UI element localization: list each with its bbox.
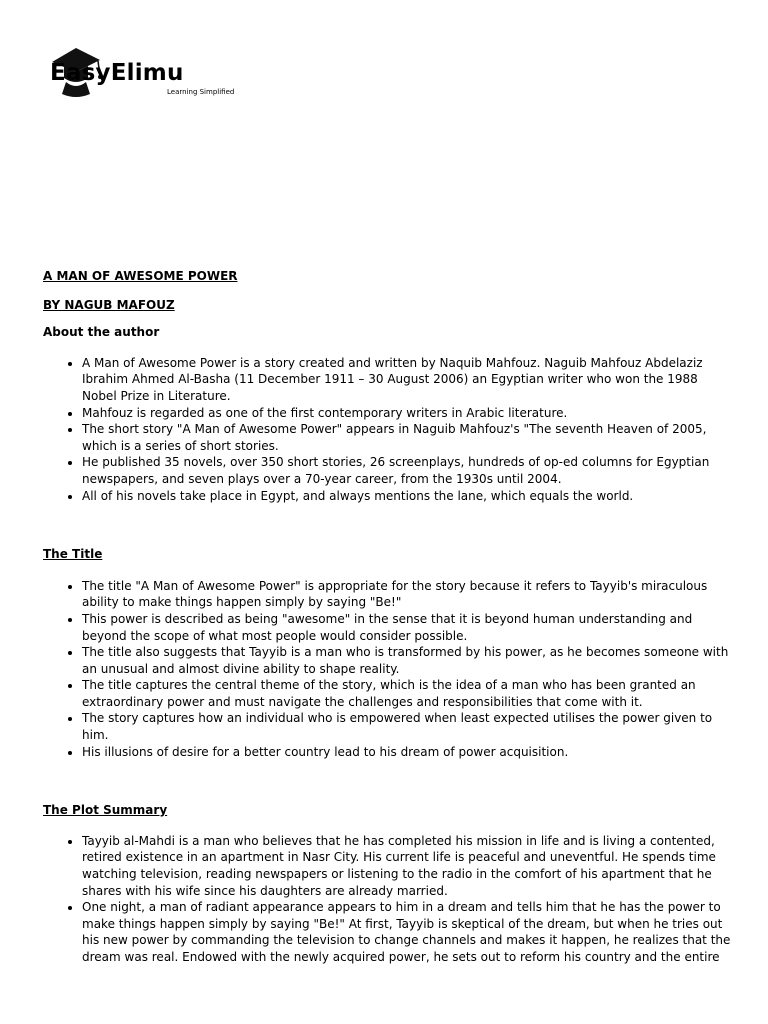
about-heading: About the author [43,325,160,340]
title-heading: The Title [43,547,103,562]
list-item: • The title "A Man of Awesome Power" is appropriate for the story because it refers to Tayyib's miraculous ability to make things happen simply by saying "Be!" [82,578,733,611]
list-item: • All of his novels take place in Egypt, and always mentions the lane, which equals the world. [82,488,733,505]
list-item: • He published 35 novels, over 350 short stories, 26 screenplays, hundreds of op-ed columns for Egyptian newspapers, and seven plays over a 70-year career, from the 1930s until 2004. [82,454,733,487]
list-item: • The short story "A Man of Awesome Power" appears in Naguib Mahfouz's "The seventh Heaven of 2005, which is a series of short stories. [82,421,733,454]
list-item: • The title captures the central theme of the story, which is the idea of a man who has been granted an extraordinary power and must navigate the challenges and responsibilities that come with it. [82,677,733,710]
title-list [43,578,733,761]
about-list [43,355,733,504]
plot-heading: The Plot Summary [43,803,168,818]
story-byline: BY NAGUB MAFOUZ [43,297,175,312]
list-item: • The title also suggests that Tayyib is a man who is transformed by his power, as he becomes someone with an unusual and almost divine ability to shape reality. [82,644,733,677]
list-item: • The story captures how an individual who is empowered when least expected utilises the power given to him. [82,710,733,743]
list-item: • His illusions of desire for a better country lead to his dream of power acquisition. [82,744,733,761]
list-item: • One night, a man of radiant appearance appears to him in a dream and tells him that he has the power to make things happen simply by saying "Be!" At first, Tayyib is skeptical of the dream, but when he tries out his new power by commanding the television to change channels and makes it happen, he realizes that the dream was real. Endowed with the newly acquired power, he sets out to reform his country and the entire [82,899,733,965]
list-item: • Tayyib al-Mahdi is a man who believes that he has completed his mission in life and is living a contented, retired existence in an apartment in Nasr City. His current life is peaceful and uneventful. He spends time watching television, reading newspapers or listening to the radio in the comfort of his apartment that he shares with his wife since his daughters are already married. [82,833,733,899]
story-title: A MAN OF AWESOME POWER [43,269,238,283]
plot-list [43,833,733,966]
document-body [43,268,733,966]
brand-tagline: Learning Simplified [167,88,235,96]
list-item: • Mahfouz is regarded as one of the first contemporary writers in Arabic literature. [82,405,733,422]
list-item: • A Man of Awesome Power is a story created and written by Naquib Mahfouz. Naguib Mahfouz Abdelaziz Ibrahim Ahmed Al-Basha (11 December 1911 – 30 August 2006) an Egyptian writer who won the 1988 Nobel Prize in Literature. [82,355,733,405]
list-item: • This power is described as being "awesome" in the sense that it is beyond human understanding and beyond the scope of what most people would consider possible. [82,611,733,644]
brand-name: EasyElimu [50,60,184,86]
